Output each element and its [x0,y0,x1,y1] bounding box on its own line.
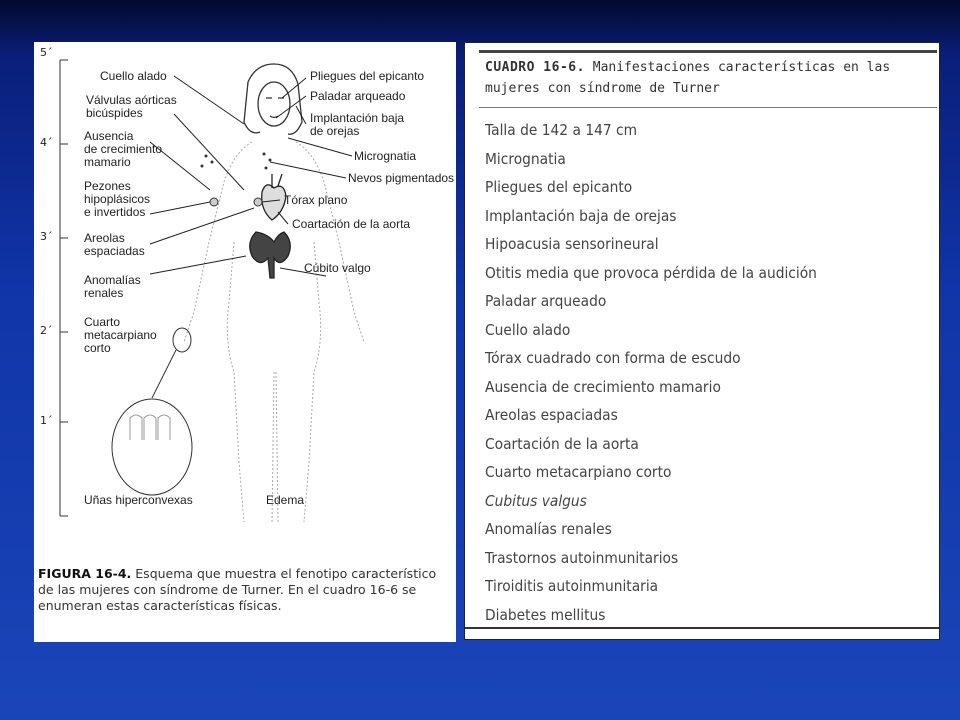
scale-3ft: 3´ [40,230,53,243]
table-row: Diabetes mellitus [485,605,606,624]
table-top-rule [479,50,937,53]
table-row: Tiroiditis autoinmunitaria [485,577,659,595]
label-pliegues: Pliegues del epicanto [310,69,425,83]
scale-2ft: 2´ [40,324,53,337]
label-micrognatia: Micrognatia [354,149,417,163]
table-row: Cuarto metacarpiano corto [485,463,672,481]
label-implantacion: Implantación baja de orejas [310,111,405,138]
label-edema: Edema [266,493,305,507]
table-row: Ausencia de crecimiento mamario [485,377,721,396]
table-row: Coartación de la aorta [485,434,639,453]
table-label: CUADRO 16-6. [485,60,585,75]
label-nevos: Nevos pigmentados [348,171,455,185]
label-cuarto: Cuarto metacarpiano corto [84,315,157,355]
scale-5ft: 5´ [40,46,53,59]
scale-1ft: 1´ [40,414,53,427]
label-areolas: Areolas espaciadas [84,231,145,258]
table-row: Micrognatia [485,149,566,168]
table-bottom-rule [465,627,939,629]
caption-text: Esquema que muestra el fenotipo característico de las mujeres con síndrome de Turner. En el cuadro 16-6 se enumeran estas características físicas. [38,566,437,613]
scale-4ft: 4´ [40,136,53,149]
table-row: Talla de 142 a 147 cm [485,121,638,139]
label-coartacion: Coartación de la aorta [292,217,411,231]
label-ausencia: Ausencia de crecimiento mamario [84,129,163,169]
table-row: Pliegues del epicanto [485,178,633,196]
label-cuello-alado: Cuello alado [100,69,167,83]
table-row: Cuello alado [485,320,571,339]
label-pezones: Pezones hipoplásicos e invertidos [84,179,151,219]
table-row: Anomalías renales [485,520,612,538]
table-panel [464,42,940,640]
figure-panel [34,42,456,642]
label-torax: Tórax plano [284,193,348,207]
kidneys [250,232,291,278]
label-unas: Uñas hiperconvexas [84,493,193,507]
table-row: Hipoacusia sensorineural [485,235,659,253]
label-paladar: Paladar arqueado [310,89,406,103]
table-row: Otitis media que provoca pérdida de la audición [485,263,817,282]
table-rows [485,116,846,629]
table-row: Tórax cuadrado con forma de escudo [485,349,741,367]
label-anomalias: Anomalías renales [84,273,141,300]
table-row: Cubitus valgus [485,491,587,510]
head [244,64,302,134]
height-scale [60,60,68,516]
table-title-text: Manifestaciones características en las mujeres con síndrome de Turner [485,60,891,96]
table-title [485,57,935,99]
heart [262,174,286,220]
table-row: Implantación baja de orejas [485,206,677,225]
label-valvulas: Válvulas aórticas bicúspides [86,93,177,120]
table-row: Trastornos autoinmunitarios [485,548,679,567]
label-cubito: Cúbito valgo [304,261,371,275]
table-row: Paladar arqueado [485,292,607,310]
caption-label: FIGURA 16-4. [38,566,132,581]
table-row: Areolas espaciadas [485,406,618,424]
table-header-rule [479,107,937,108]
figure-caption [38,566,438,614]
